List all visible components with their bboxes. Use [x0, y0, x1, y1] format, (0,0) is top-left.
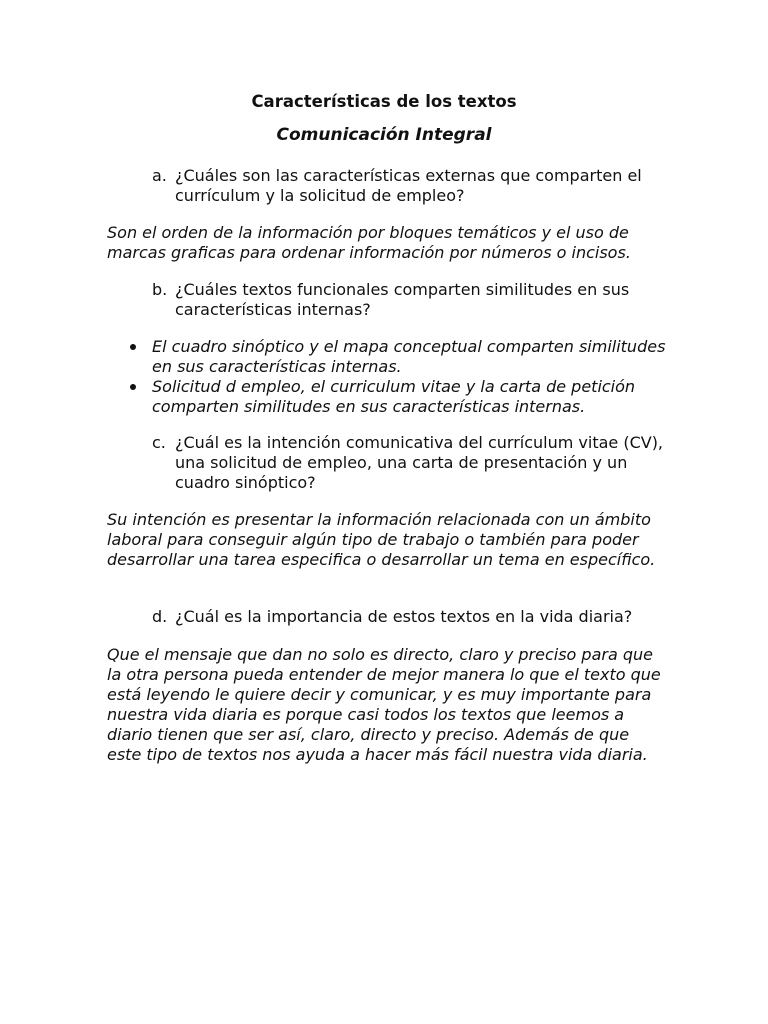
question-d [152, 607, 672, 627]
answer-a: Son el orden de la información por bloques temáticos y el uso de marcas graficas para ordenar información por números o incisos. [107, 223, 631, 262]
document-title: Características de los textos [251, 92, 517, 111]
bullet-list [130, 337, 670, 417]
question-text: ¿Cuál es la intención comunicativa del currículum vitae (CV), una solicitud de empleo, una carta de presentación y un cuadro sinóptico? [175, 433, 664, 492]
list-item [130, 337, 670, 377]
bullet-icon [130, 384, 136, 390]
question-text: ¿Cuáles textos funcionales comparten similitudes en sus características internas? [175, 280, 630, 319]
bullet-icon [130, 344, 136, 350]
question-marker: d. [152, 607, 168, 626]
question-c [152, 433, 672, 493]
list-item [130, 377, 670, 417]
question-text: ¿Cuál es la importancia de estos textos en la vida diaria? [175, 607, 633, 626]
question-marker: c. [152, 433, 166, 452]
question-marker: a. [152, 166, 167, 185]
question-a [152, 166, 672, 206]
bullet-text: Solicitud d empleo, el curriculum vitae y la carta de petición comparten similitudes en sus características internas. [152, 377, 636, 416]
question-b [152, 280, 672, 320]
answer-c: Su intención es presentar la información relacionada con un ámbito laboral para conseguir algún tipo de trabajo o también para poder desarrollar una tarea especifica o desarrollar un tema en específico. [107, 510, 656, 569]
document-subtitle: Comunicación Integral [276, 125, 492, 145]
question-text: ¿Cuáles son las características externas que comparten el currículum y la solicitud de empleo? [175, 166, 642, 205]
question-marker: b. [152, 280, 168, 299]
bullet-text: El cuadro sinóptico y el mapa conceptual comparten similitudes en sus características internas. [152, 337, 666, 376]
answer-d: Que el mensaje que dan no solo es directo, claro y preciso para que la otra persona pueda entender de mejor manera lo que el texto que está leyendo le quiere decir y comunicar, y es muy importante para nuestra vida diaria es porque casi todos los textos que leemos a diario tienen que ser así, claro, directo y preciso. Además de que este tipo de textos nos ayuda a hacer más fácil nuestra vida diaria. [107, 645, 661, 764]
